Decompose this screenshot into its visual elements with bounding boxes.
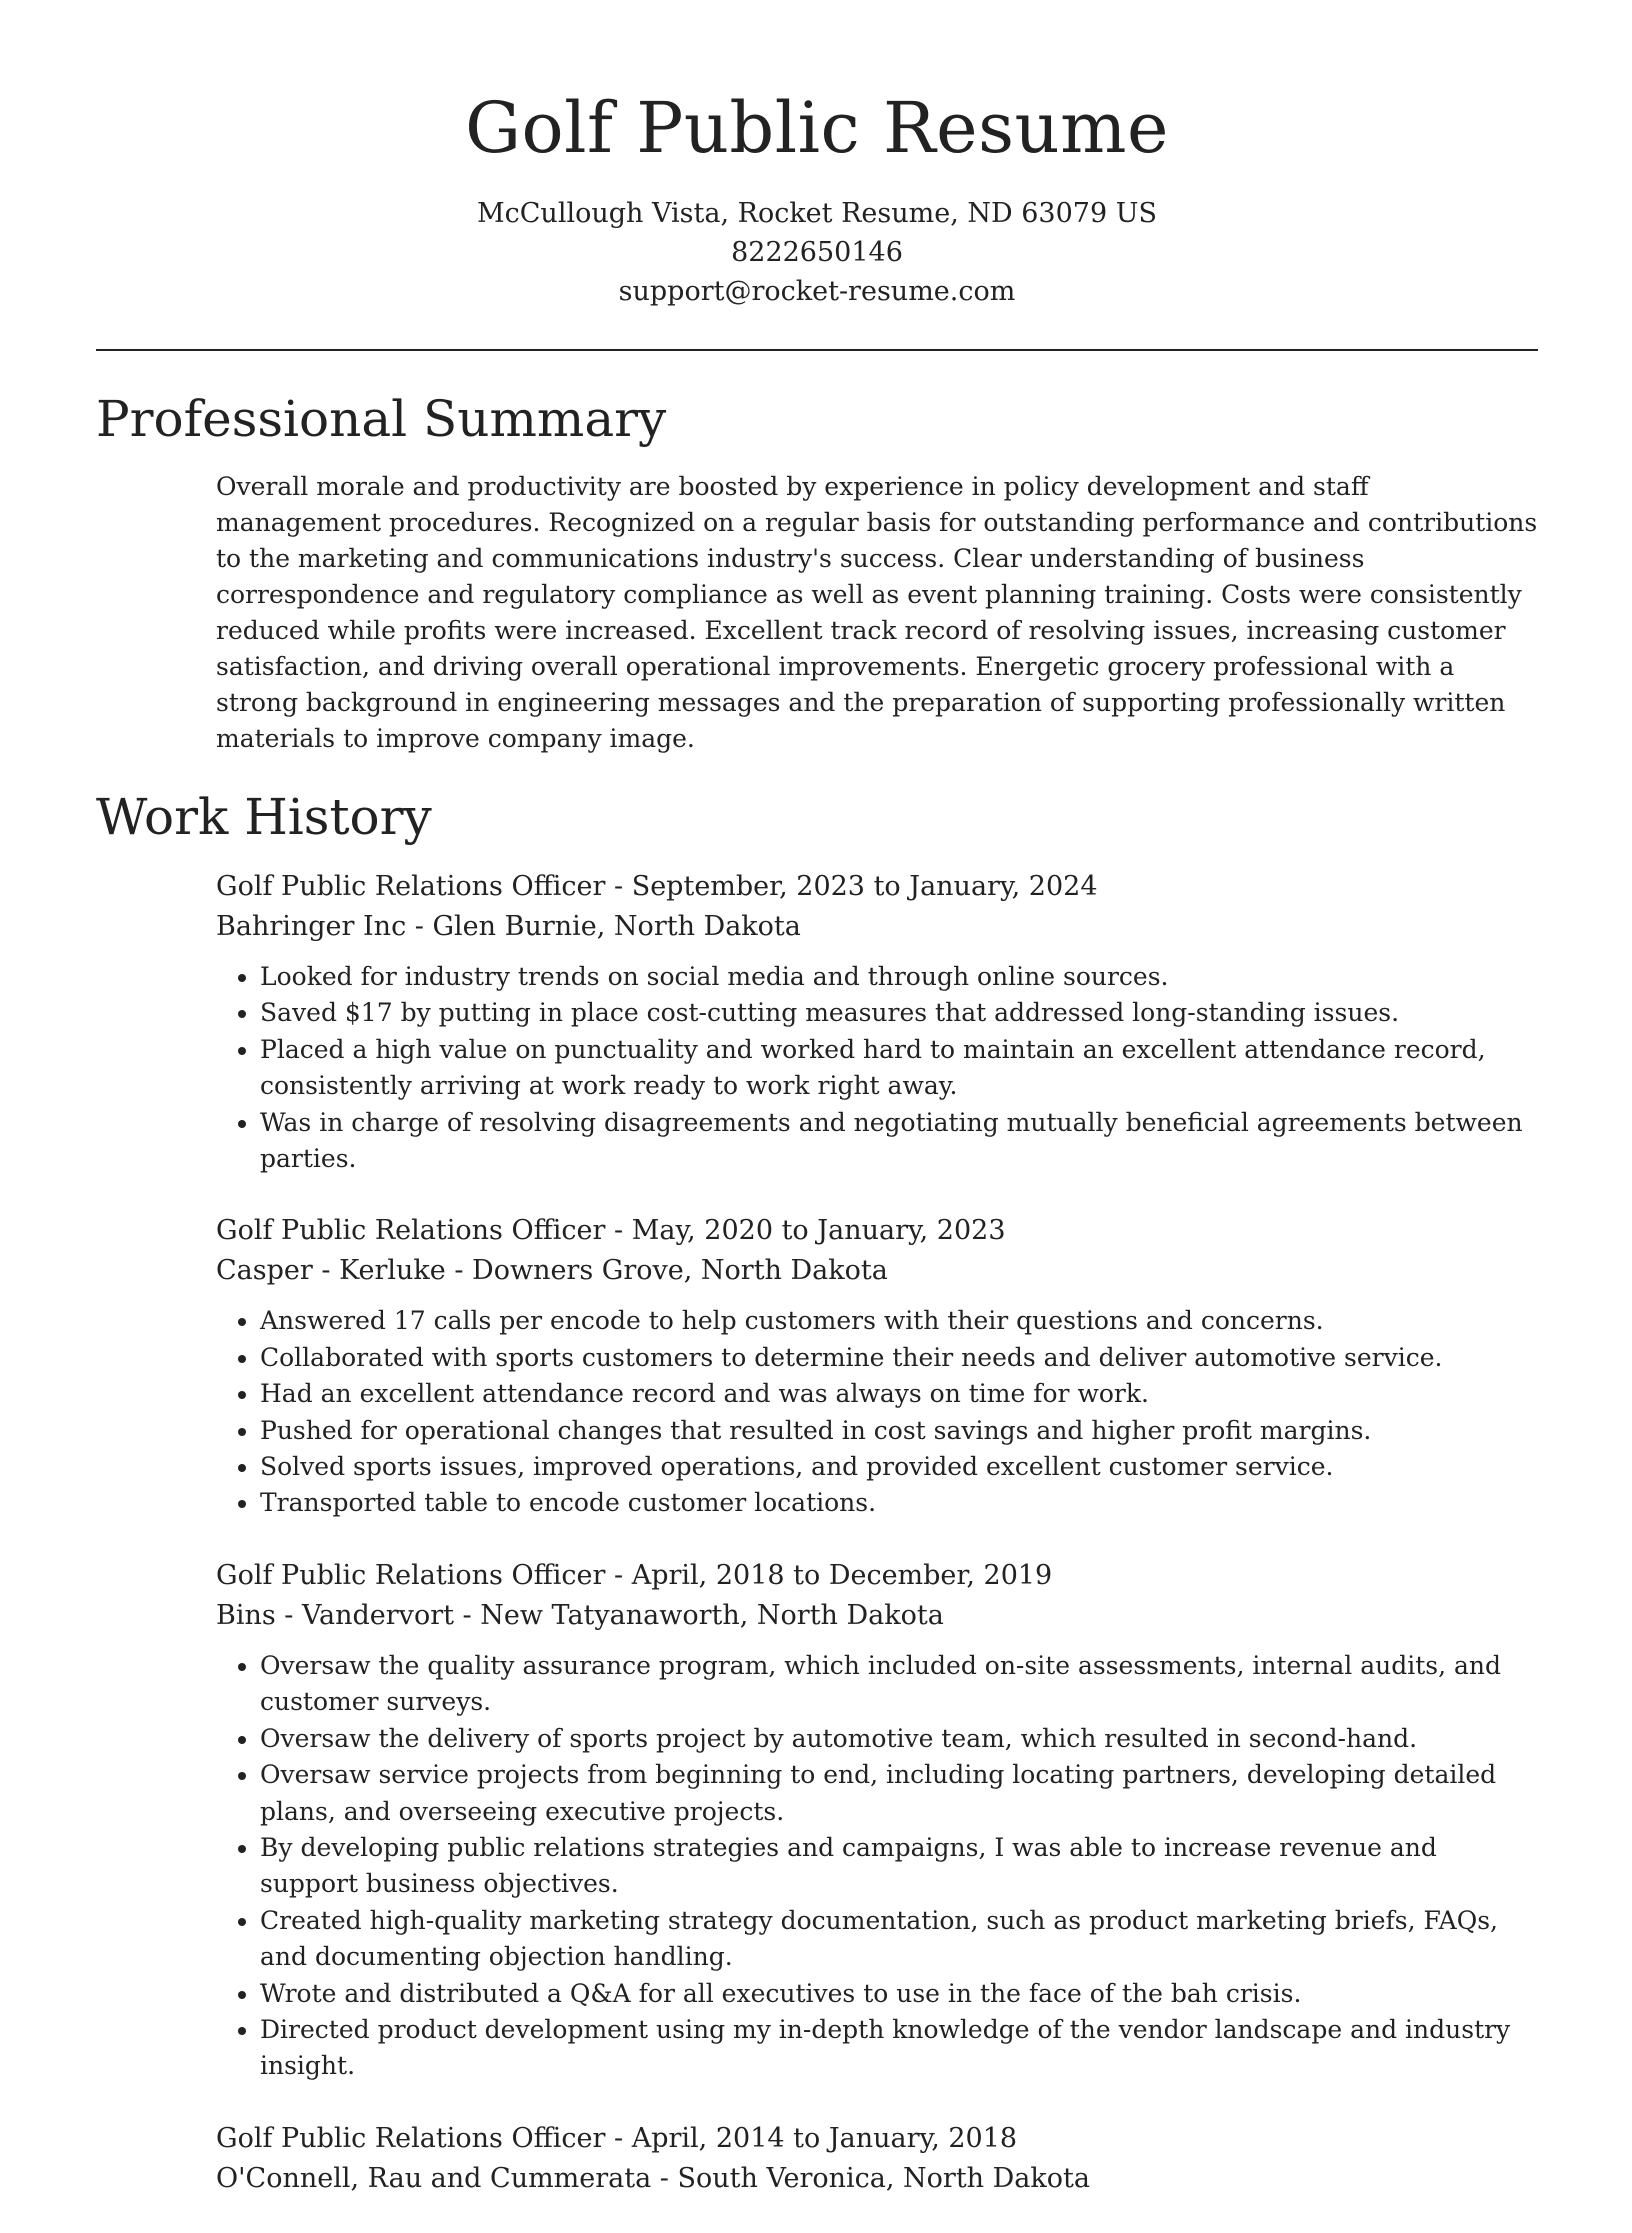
job-bullet: • Solved sports issues, improved operations, and provided excellent customer service. [260,1449,1538,1485]
job-entry-4 [216,2119,1538,2199]
job-bullet: • Transported table to encode customer locations. [260,1485,1538,1521]
job-title: Golf Public Relations Officer [216,2122,606,2154]
job-bullet: • Collaborated with sports customers to determine their needs and deliver automotive service. [260,1340,1538,1376]
job-bullets [216,959,1538,1177]
resume-page [96,0,1538,2233]
job-dates: - April, 2018 to December, 2019 [605,1559,1053,1591]
job-bullet: • Placed a high value on punctuality and worked hard to maintain an excellent attendance record, consistently arriving at work ready to work right away. [260,1032,1538,1105]
job-bullets [216,1648,1538,2085]
job-bullet: • Was in charge of resolving disagreements and negotiating mutually beneficial agreements between parties. [260,1105,1538,1178]
job-bullet: • Saved $17 by putting in place cost-cutting measures that addressed long-standing issues. [260,995,1538,1031]
job-company: O'Connell, Rau and Cummerata [216,2162,652,2194]
job-list [216,867,1538,2199]
job-entry-3 [216,1556,1538,2085]
job-company: Casper - Kerluke [216,1255,446,1287]
job-bullet: • Oversaw the delivery of sports project by automotive team, which resulted in second-hand. [260,1721,1538,1757]
job-title-line [216,2119,1538,2159]
job-dates: - April, 2014 to January, 2018 [605,2122,1018,2154]
job-dates: - May, 2020 to January, 2023 [605,1215,1006,1247]
job-bullet: • Oversaw the quality assurance program, which included on-site assessments, internal audits, and customer surveys. [260,1648,1538,1721]
job-location: - Downers Grove, North Dakota [445,1255,888,1287]
contact-email: support@rocket-resume.com [618,276,1016,307]
job-company: Bins - Vandervort [216,1599,454,1631]
job-bullets [216,1303,1538,1521]
job-company-line [216,1596,1538,1636]
job-location: - South Veronica, North Dakota [651,2162,1090,2194]
job-title: Golf Public Relations Officer [216,1215,606,1247]
job-company-line [216,2159,1538,2199]
contact-phone: 8222650146 [731,237,903,268]
job-company-line [216,1251,1538,1291]
job-location: - Glen Burnie, North Dakota [406,911,801,942]
job-entry-1 [216,867,1538,1177]
job-bullet: • Directed product development using my in-depth knowledge of the vendor landscape and industry insight. [260,2012,1538,2085]
job-title-line [216,1556,1538,1596]
job-company: Bahringer Inc [216,911,407,942]
job-bullet: • Looked for industry trends on social media and through online sources. [260,959,1538,995]
job-bullet: • Oversaw service projects from beginning to end, including locating partners, developing detailed plans, and overseeing executive projects. [260,1757,1538,1830]
job-title-line [216,867,1538,907]
job-bullet: • Answered 17 calls per encode to help customers with their questions and concerns. [260,1303,1538,1339]
resume-name: Golf Public Resume [465,87,1169,169]
job-company-line [216,907,1538,947]
job-bullet: • Had an excellent attendance record and was always on time for work. [260,1376,1538,1412]
job-bullet: • By developing public relations strategies and campaigns, I was able to increase revenue and support business objectives. [260,1830,1538,1903]
job-location: - New Tatyanaworth, North Dakota [453,1599,944,1631]
job-title: Golf Public Relations Officer [216,1559,606,1591]
summary-text: Overall morale and productivity are boosted by experience in policy development and staff management procedures. Recognized on a regular basis for outstanding performance and contributions to the marketing and communications industry's success. Clear understanding of business correspondence and regulatory compliance as well as event planning training. Costs were consistently reduced while profits were increased. Excellent track record of resolving issues, increasing customer satisfaction, and driving overall operational improvements. Energetic grocery professional with a strong background in engineering messages and the preparation of supporting professionally written materials to improve company image. [216,472,1538,753]
work-history-heading: Work History [96,788,432,846]
job-title: Golf Public Relations Officer [216,871,606,902]
header-divider [96,349,1538,351]
job-bullet: • Wrote and distributed a Q&A for all executives to use in the face of the bah crisis. [260,1976,1538,2012]
contact-address: McCullough Vista, Rocket Resume, ND 63079 US [477,198,1157,229]
summary-heading: Professional Summary [96,390,667,448]
job-dates: - September, 2023 to January, 2024 [605,871,1098,902]
job-bullet: • Created high-quality marketing strategy documentation, such as product marketing briefs, FAQs, and documenting objection handling. [260,1903,1538,1976]
contact-info [96,194,1538,311]
job-entry-2 [216,1211,1538,1521]
job-title-line [216,1211,1538,1251]
job-bullet: • Pushed for operational changes that resulted in cost savings and higher profit margins. [260,1413,1538,1449]
